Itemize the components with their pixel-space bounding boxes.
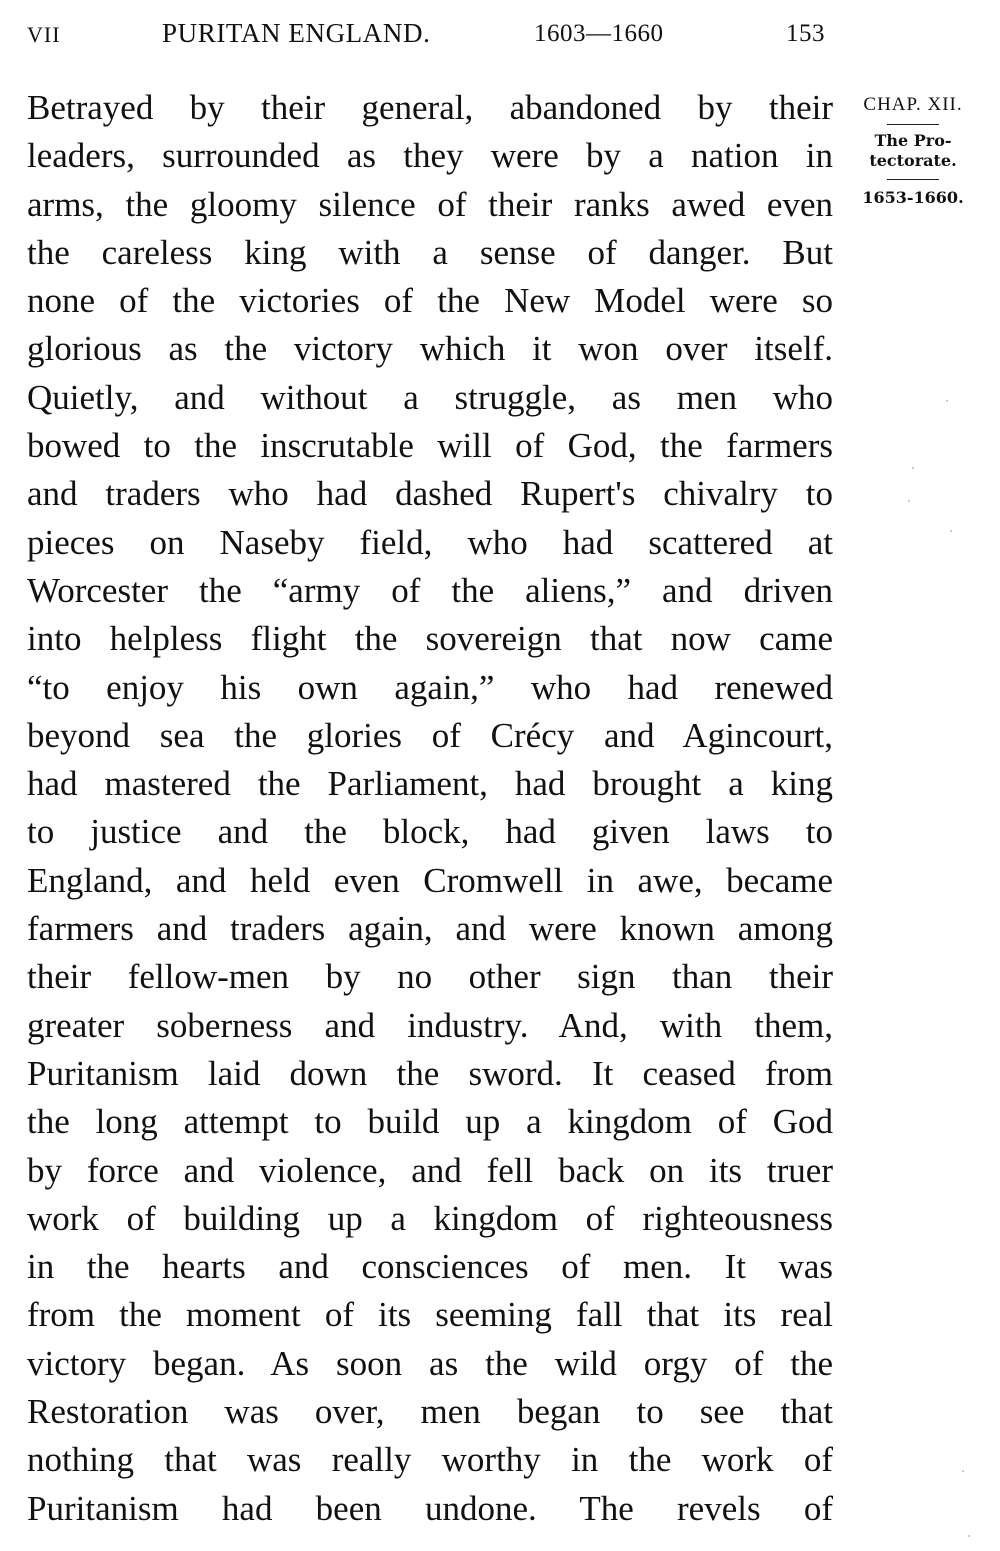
scan-speck [950, 530, 952, 532]
scan-speck [946, 400, 948, 402]
margin-heading-line2: tectorate. [869, 151, 957, 170]
scan-speck [908, 500, 910, 502]
text-line: had mastered the Parliament, had brought a king [27, 764, 833, 804]
text-line: Betrayed by their general, abandoned by their [27, 88, 833, 127]
page-number: 153 [786, 20, 825, 47]
text-line: arms, the gloomy silence of their ranks awed even [27, 184, 833, 224]
margin-rule [887, 179, 939, 180]
text-line: Puritanism laid down the sword. It ceased from [27, 1053, 833, 1093]
text-line: in the hearts and consciences of men. It was [27, 1247, 833, 1287]
text-line: “to enjoy his own again,” who had renewed [27, 667, 833, 707]
text-line: victory began. As soon as the wild orgy of the [27, 1343, 833, 1383]
margin-chapter: CHAP. XII. [863, 94, 963, 115]
text-line: the careless king with a sense of danger. But [27, 232, 833, 272]
running-title: PURITAN ENGLAND. [162, 18, 431, 48]
text-line: work of building up a kingdom of righteousness [27, 1198, 833, 1238]
text-line: by force and violence, and fell back on its truer [27, 1150, 833, 1190]
text-line: Restoration was over, men began to see that [27, 1392, 833, 1432]
margin-dates: 1653-1660. [862, 188, 964, 207]
text-line: nothing that was really worthy in the work of [27, 1440, 833, 1480]
text-line: England, and held even Cromwell in awe, became [27, 860, 833, 900]
text-line: beyond sea the glories of Crécy and Agincourt, [27, 715, 833, 755]
scan-speck [962, 1470, 964, 1472]
text-line: pieces on Naseby field, who had scattered at [27, 522, 833, 562]
text-line: from the moment of its seeming fall that its real [27, 1295, 833, 1335]
text-line: and traders who had dashed Rupert's chivalry to [27, 474, 833, 514]
text-line: greater soberness and industry. And, with them, [27, 1005, 833, 1045]
text-line: glorious as the victory which it won over itself. [27, 329, 833, 369]
text-line: their fellow-men by no other sign than their [27, 957, 833, 997]
running-head [0, 14, 1000, 54]
text-line: the long attempt to build up a kingdom of God [27, 1102, 833, 1142]
margin-rule [887, 124, 939, 125]
chapter-number: VII [27, 22, 61, 47]
margin-heading-line1: The Pro- [874, 131, 952, 150]
text-line: bowed to the inscrutable will of God, the farmers [27, 426, 833, 466]
running-dates: 1603—1660 [534, 20, 664, 47]
scan-speck [912, 467, 914, 469]
text-line: farmers and traders again, and were known among [27, 909, 833, 949]
text-line: Puritanism had been undone. The revels of [27, 1488, 833, 1528]
scan-speck [968, 1535, 970, 1537]
text-line: Worcester the “army of the aliens,” and driven [27, 570, 833, 610]
text-line: to justice and the block, had given laws to [27, 812, 833, 852]
margin-note [848, 94, 978, 208]
text-line: leaders, surrounded as they were by a nation in [27, 136, 833, 176]
body-paragraph [27, 84, 833, 1533]
text-line: into helpless flight the sovereign that now came [27, 619, 833, 659]
text-line: none of the victories of the New Model were so [27, 281, 833, 321]
text-line: Quietly, and without a struggle, as men who [27, 377, 833, 417]
